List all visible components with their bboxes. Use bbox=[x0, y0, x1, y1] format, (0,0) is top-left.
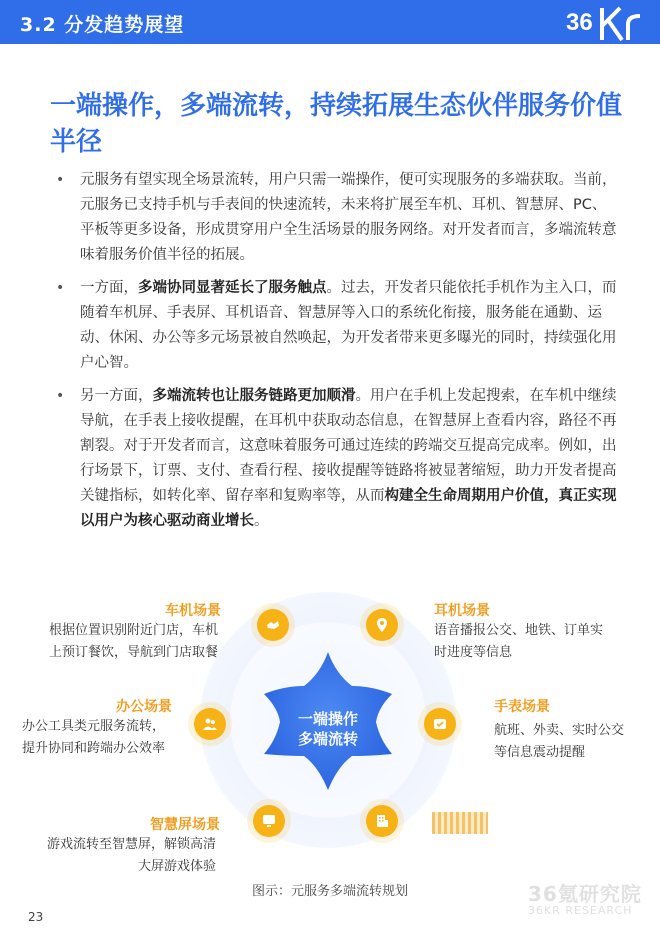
center-label-line: 多端流转 bbox=[297, 730, 358, 748]
watch-scene-desc-line: 等信息震动提醒 bbox=[494, 745, 586, 760]
smart-screen-scene-desc bbox=[30, 834, 216, 878]
section-header-bar bbox=[0, 0, 660, 44]
bullet-item bbox=[50, 276, 620, 376]
bullet-text: 一方面， bbox=[80, 280, 138, 296]
multi-device-flow-diagram bbox=[0, 590, 660, 910]
users-icon bbox=[194, 708, 226, 740]
tv-screen-icon bbox=[253, 805, 285, 837]
office-scene-desc bbox=[22, 716, 172, 760]
watch-scene-title: 手表场景 bbox=[494, 699, 550, 715]
center-label-line: 一端操作 bbox=[297, 710, 358, 728]
office-scene-desc-line: 提升协同和跨端办公效率 bbox=[22, 741, 166, 756]
section-title: 3.2 分发趋势展望 bbox=[20, 14, 185, 36]
center-label bbox=[283, 709, 373, 749]
bullet-list bbox=[50, 168, 620, 542]
earbud-scene-desc bbox=[434, 620, 634, 664]
office-scene-title: 办公场景 bbox=[116, 699, 172, 715]
earbud-scene-desc-line: 时进度等信息 bbox=[434, 645, 513, 660]
earbud-scene-title: 耳机场景 bbox=[434, 603, 490, 619]
smart-screen-scene-desc-line: 游戏流转至智慧屏，解锁高清 bbox=[46, 837, 216, 852]
bullet-text: 元服务有望实现全场景流转，用户只需一端操作，便可实现服务的多端获取。当前，元服务已支持手机与手表间的快速流转，未来将扩展至车机、耳机、智慧屏、PC、平板等更多设备，形成贯穿用户全生活场景的服务网络。对开发者而言，多端流转意味着服务价值半径的拓展。 bbox=[80, 172, 617, 263]
building-icon bbox=[366, 805, 398, 837]
obscured-label-artifact bbox=[432, 812, 488, 834]
car-scene-title: 车机场景 bbox=[165, 603, 221, 619]
36kr-logo-icon bbox=[562, 2, 652, 42]
bullet-item bbox=[50, 168, 620, 268]
car-handshake-icon bbox=[257, 609, 289, 641]
car-scene-desc bbox=[38, 620, 218, 664]
car-scene-desc-line: 根据位置识别附近门店，车机 bbox=[48, 623, 218, 638]
watch-scene-desc-line: 航班、外卖、实时公交 bbox=[494, 723, 625, 738]
earbud-scene-desc-line: 语音播报公交、地铁、订单实 bbox=[434, 623, 604, 638]
bullet-bold-text: 多端协同显著延长了服务触点 bbox=[138, 280, 327, 296]
bullet-text: 另一方面， bbox=[80, 388, 153, 404]
bullet-text: 。过去，开发者只能依托手机作为主入口，而随着车机屏、手表屏、耳机语音、智慧屏等入口的系统化衔接，服务能在通勤、运动、休闲、办公等多元场景被自然唤起，为开发者带来更多曝光的同时，持续强化用户心智。 bbox=[80, 280, 617, 371]
bullet-dot-icon: • bbox=[56, 388, 65, 404]
bullet-bold-text: 构建全生命周期用户价值，真正实现以用户为核心驱动商业增长 bbox=[80, 488, 617, 529]
office-scene-desc-line: 办公工具类元服务流转， bbox=[22, 719, 166, 734]
figure-caption: 图示：元服务多端流转规划 bbox=[251, 884, 408, 899]
bullet-bold-text: 多端流转也让服务链路更加顺滑 bbox=[152, 388, 356, 404]
smart-screen-scene-title: 智慧屏场景 bbox=[150, 817, 220, 833]
bullet-text: 。 bbox=[254, 513, 269, 529]
watermark-en: 36KR RESEARCH bbox=[528, 904, 633, 917]
page-number: 23 bbox=[28, 910, 44, 924]
location-pin-icon bbox=[366, 609, 398, 641]
watermark-cn: 36氪研究院 bbox=[528, 882, 642, 906]
check-card-icon bbox=[424, 708, 456, 740]
watch-scene-desc bbox=[494, 720, 644, 764]
svg-text:36: 36 bbox=[566, 9, 593, 36]
bullet-item bbox=[50, 384, 620, 534]
bullet-dot-icon: • bbox=[56, 172, 65, 188]
bullet-dot-icon: • bbox=[56, 280, 65, 296]
page-heading: 一端操作，多端流转，持续拓展生态伙伴服务价值半径 bbox=[50, 91, 623, 157]
smart-screen-scene-desc-line: 大屏游戏体验 bbox=[137, 859, 216, 874]
bullet-text: 。用户在手机上发起搜索，在车机中继续导航，在手表上接收提醒，在耳机中获取动态信息，在智慧屏上查看内容，路径不再割裂。对于开发者而言，这意味着服务可通过连续的跨端交互提高完成率。例如，出行场景下，订票、支付、查看行程、接收提醒等链路将被显著缩短，助力开发者提高关键指标，如转化率、留存率和复购率等，从而 bbox=[80, 388, 617, 504]
car-scene-desc-line: 上预订餐饮，导航到门店取餐 bbox=[48, 645, 218, 660]
